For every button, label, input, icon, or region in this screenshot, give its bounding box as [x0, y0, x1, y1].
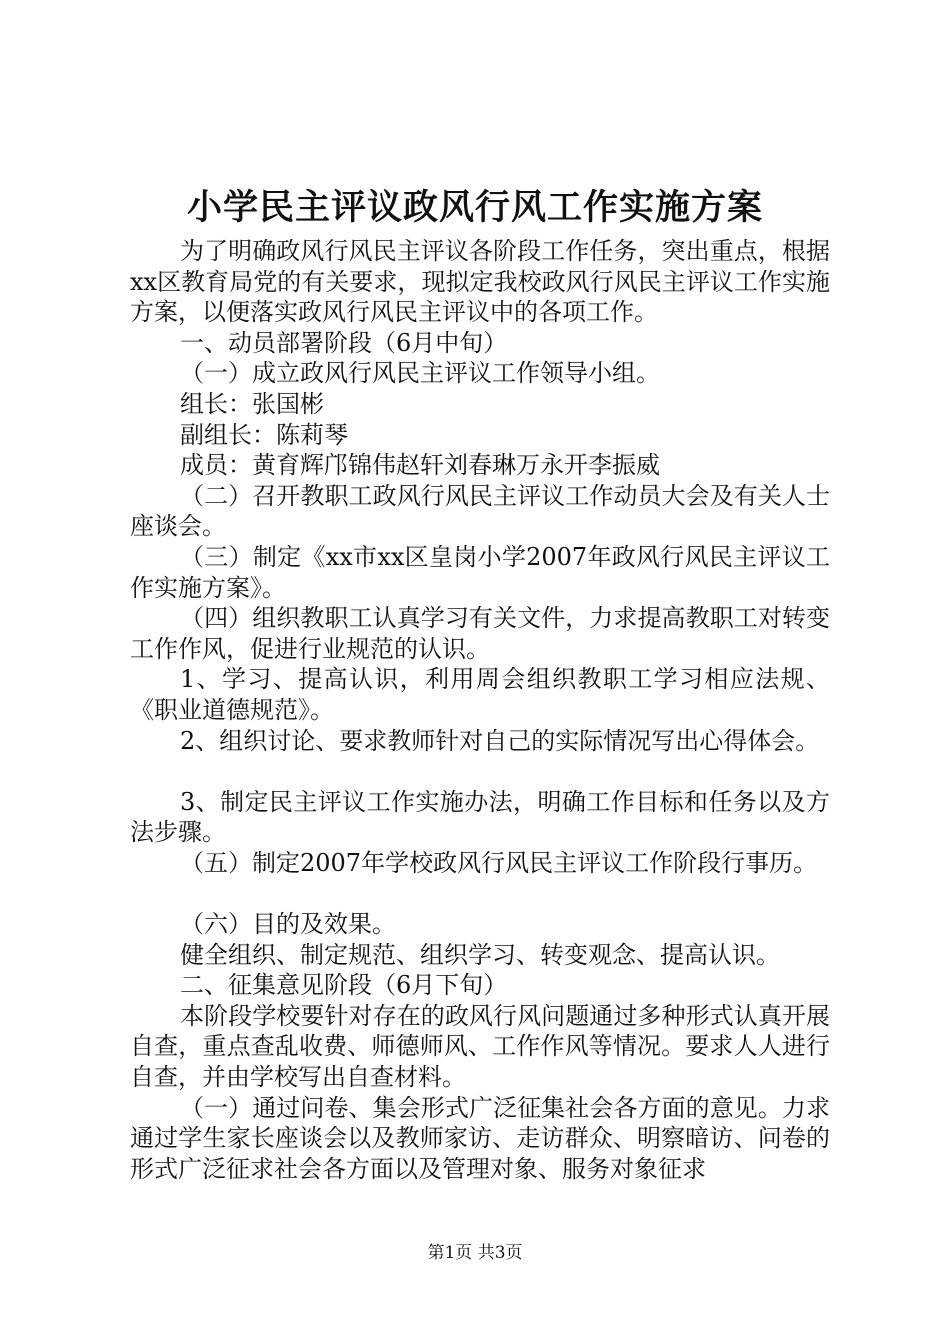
blank-line — [130, 756, 830, 787]
document-title: 小学民主评议政风行风工作实施方案 — [186, 187, 763, 228]
subitem-study: 1、学习、提高认识，利用周会组织教职工学习相应法规、《职业道德规范》。 — [130, 665, 830, 724]
group-leader: 组长：张国彬 — [180, 389, 324, 418]
item-purpose: （六）目的及效果。 — [180, 910, 396, 939]
paragraph-intro: 为了明确政风行风民主评议各阶段工作任务，突出重点，根据xx区教育局党的有关要求，现拟定我校政风行风民主评议工作实施方案，以便落实政风行风民主评议中的各项工作。 — [130, 237, 830, 327]
item-schedule: （五）制定2007年学校政风行风民主评议工作阶段行事历。 — [180, 848, 818, 877]
document-body — [130, 236, 830, 1184]
section-heading-opinions: 二、征集意见阶段（6月下旬） — [180, 971, 508, 1000]
page-footer: 第1页 共3页 — [427, 1243, 523, 1263]
subitem-methods: 3、制定民主评议工作实施办法，明确工作目标和任务以及方法步骤。 — [130, 787, 830, 847]
paragraph-self-inspection: 本阶段学校要针对存在的政风行风问题通过多种形式认真开展自查，重点查乱收费、师德师风、工作作风等情况。要求人人进行自查，并由学校写出自查材料。 — [130, 1001, 830, 1092]
section-heading-mobilization: 一、动员部署阶段（6月中旬） — [180, 328, 508, 357]
purpose-summary: 健全组织、制定规范、组织学习、转变观念、提高认识。 — [180, 940, 780, 969]
item-mobilization-meeting: （二）召开教职工政风行风民主评议工作动员大会及有关人士座谈会。 — [130, 481, 830, 541]
subitem-discussion: 2、组织讨论、要求教师针对自己的实际情况写出心得体会。 — [180, 726, 820, 755]
item-study-documents: （四）组织教职工认真学习有关文件，力求提高教职工对转变工作作风，促进行业规范的认识。 — [130, 604, 830, 663]
item-questionnaire: （一）通过问卷、集会形式广泛征集社会各方面的意见。力求通过学生家长座谈会以及教师家访、走访群众、明察暗访、问卷的形式广泛征求社会各方面以及管理对象、服务对象征求 — [130, 1093, 830, 1183]
blank-line — [130, 878, 830, 909]
group-members: 成员：黄育辉邝锦伟赵轩刘春琳万永开李振威 — [180, 451, 660, 480]
item-leadership-group: （一）成立政风行风民主评议工作领导小组。 — [180, 359, 660, 388]
deputy-group-leader: 副组长：陈莉琴 — [180, 420, 348, 449]
item-implementation-plan: （三）制定《xx市xx区皇岗小学2007年政风行风民主评议工作实施方案》。 — [130, 542, 830, 602]
